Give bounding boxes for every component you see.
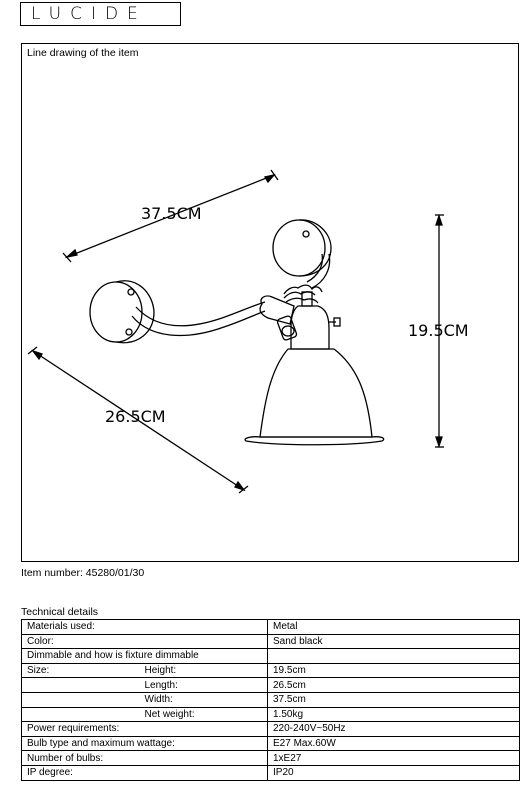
spec-label: IP degree: (22, 765, 268, 780)
spec-value: 19.5cm (268, 663, 520, 678)
spec-value: Metal (268, 620, 520, 635)
wall-plate (90, 281, 154, 343)
technical-details-table (21, 619, 520, 781)
spec-label (22, 678, 140, 693)
spec-value: 26.5cm (268, 678, 520, 693)
line-drawing-frame (21, 43, 519, 562)
spec-sublabel: Height: (140, 663, 268, 678)
spec-value: 37.5cm (268, 692, 520, 707)
spec-sublabel: Length: (140, 678, 268, 693)
length-dimension-label: 26.5CM (105, 407, 166, 426)
upper-plate (273, 220, 331, 288)
spec-value: 220-240V~50Hz (268, 722, 520, 737)
spec-value: 1xE27 (268, 751, 520, 766)
table-row (22, 634, 520, 649)
brand-logo: LUCIDE (20, 2, 181, 26)
spec-label: Materials used: (22, 620, 268, 635)
spec-label: Number of bulbs: (22, 751, 268, 766)
technical-details-title: Technical details (21, 606, 99, 618)
spec-sublabel: Net weight: (140, 707, 268, 722)
spec-value: Sand black (268, 634, 520, 649)
spec-sublabel: Width: (140, 692, 268, 707)
table-row (22, 620, 520, 635)
spec-value (268, 649, 520, 664)
spec-label: Bulb type and maximum wattage: (22, 736, 268, 751)
spec-label: Dimmable and how is fixture dimmable (22, 649, 268, 664)
spec-label: Color: (22, 634, 268, 649)
spec-value: 1.50kg (268, 707, 520, 722)
spec-label: Size: (22, 663, 140, 678)
table-row (22, 663, 520, 678)
spec-value: IP20 (268, 765, 520, 780)
table-row (22, 678, 520, 693)
table-row (22, 751, 520, 766)
lamp-line-drawing (22, 44, 518, 561)
spec-label (22, 692, 140, 707)
spec-value: E27 Max.60W (268, 736, 520, 751)
lamp-shade (245, 349, 384, 445)
table-row (22, 722, 520, 737)
spec-label: Power requirements: (22, 722, 268, 737)
table-row (22, 736, 520, 751)
cable-coil (284, 285, 322, 303)
width-dimension-label: 37.5CM (141, 204, 202, 223)
item-number: Item number: 45280/01/30 (21, 567, 145, 579)
table-row (22, 765, 520, 780)
spec-label (22, 707, 140, 722)
table-row (22, 649, 520, 664)
table-row (22, 707, 520, 722)
height-dimension-label: 19.5CM (408, 321, 469, 340)
drawing-title: Line drawing of the item (27, 47, 139, 59)
lamp-arm (132, 302, 265, 336)
table-row (22, 692, 520, 707)
